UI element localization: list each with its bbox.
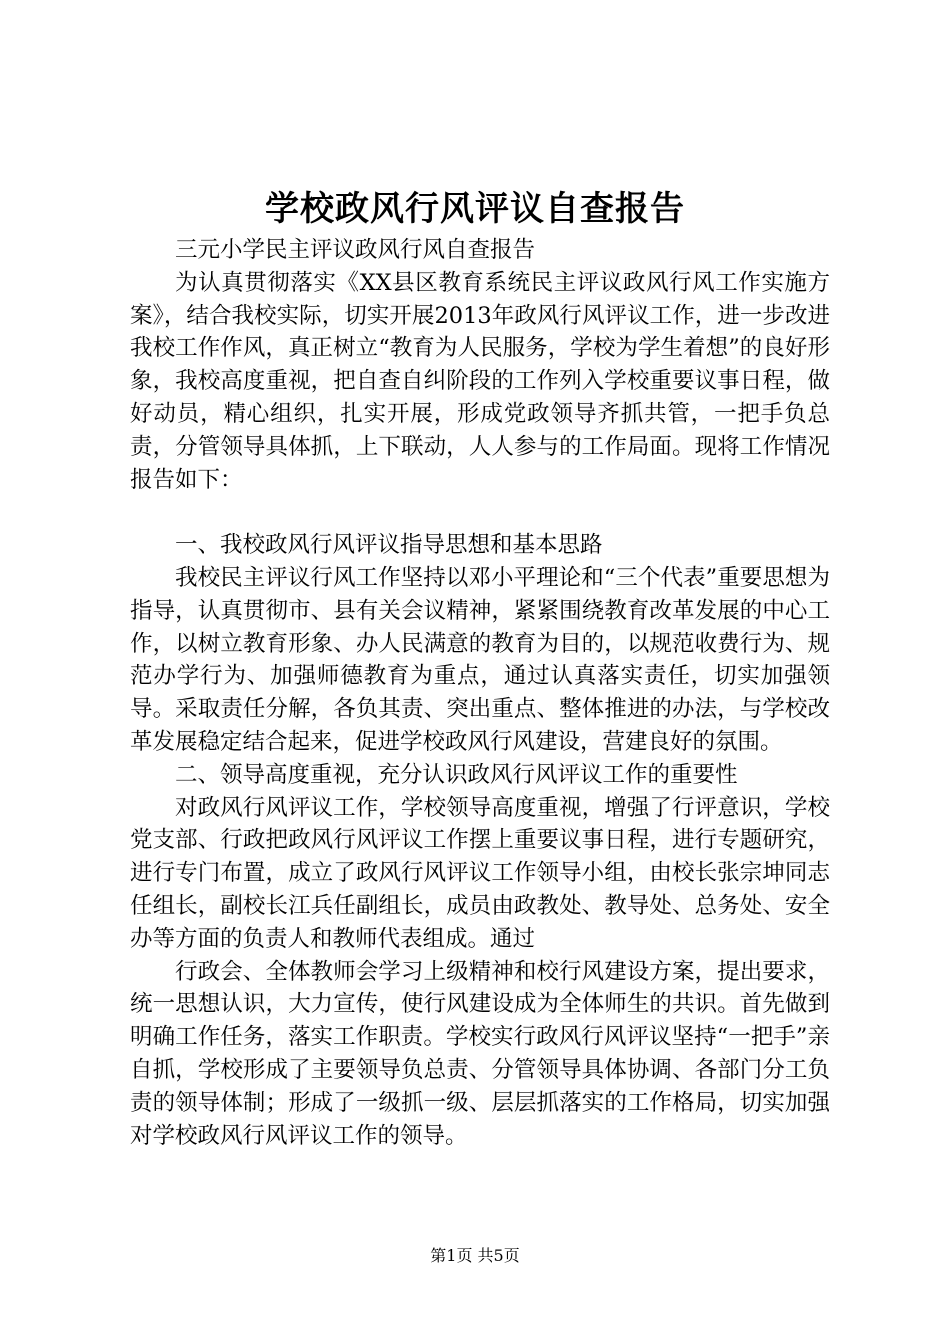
section-heading-1: 一、我校政风行风评议指导思想和基本思路 bbox=[175, 532, 603, 559]
document-title: 学校政风行风评议自查报告 bbox=[265, 189, 685, 229]
document-subtitle: 三元小学民主评议政风行风自查报告 bbox=[175, 237, 536, 263]
paragraph-intro: 为认真贯彻落实《XX县区教育系统民主评议政风行风工作实施方案》，结合我校实际，切实开展2013年政风行风评议工作，进一步改进我校工作作风，真正树立“教育为人民服务，学校为学生着想”的良好形象，我校高度重视，把自查自纠阶段的工作列入学校重要议事日程，做好动员，精心组织，扎实开展，形成党政领导齐抓共管，一把手负总责，分管领导具体抓，上下联动，人人参与的工作局面。现将工作情况报告如下： bbox=[130, 269, 830, 493]
paragraph-gap bbox=[130, 496, 830, 529]
document-body bbox=[130, 234, 830, 1152]
page-number-footer: 第1页 共5页 bbox=[430, 1246, 520, 1265]
paragraph-section-2a: 对政风行风评议工作，学校领导高度重视，增强了行评意识，学校党支部、行政把政风行风评议工作摆上重要议事日程，进行专题研究，进行专门布置，成立了政风行风评议工作领导小组，由校长张宗坤同志任组长，副校长江兵任副组长，成员由政教处、教导处、总务处、安全办等方面的负责人和教师代表组成。通过 bbox=[130, 794, 830, 952]
paragraph-section-2b: 行政会、全体教师会学习上级精神和校行风建设方案，提出要求，统一思想认识，大力宣传，使行风建设成为全体师生的共识。首先做到明确工作任务，落实工作职责。学校实行政风行风评议坚持“一把手”亲自抓，学校形成了主要领导负总责、分管领导具体协调、各部门分工负责的领导体制；形成了一级抓一级、层层抓落实的工作格局，切实加强对学校政风行风评议工作的领导。 bbox=[130, 958, 830, 1149]
paragraph-section-1: 我校民主评议行风工作坚持以邓小平理论和“三个代表”重要思想为指导，认真贯彻市、县有关会议精神，紧紧围绕教育改革发展的中心工作，以树立教育形象、办人民满意的教育为目的，以规范收费行为、规范办学行为、加强师德教育为重点，通过认真落实责任，切实加强领导。采取责任分解，各负其责、突出重点、整体推进的办法，与学校改革发展稳定结合起来，促进学校政风行风建设，营建良好的氛围。 bbox=[130, 564, 830, 755]
section-heading-2: 二、领导高度重视，充分认识政风行风评议工作的重要性 bbox=[175, 761, 738, 788]
